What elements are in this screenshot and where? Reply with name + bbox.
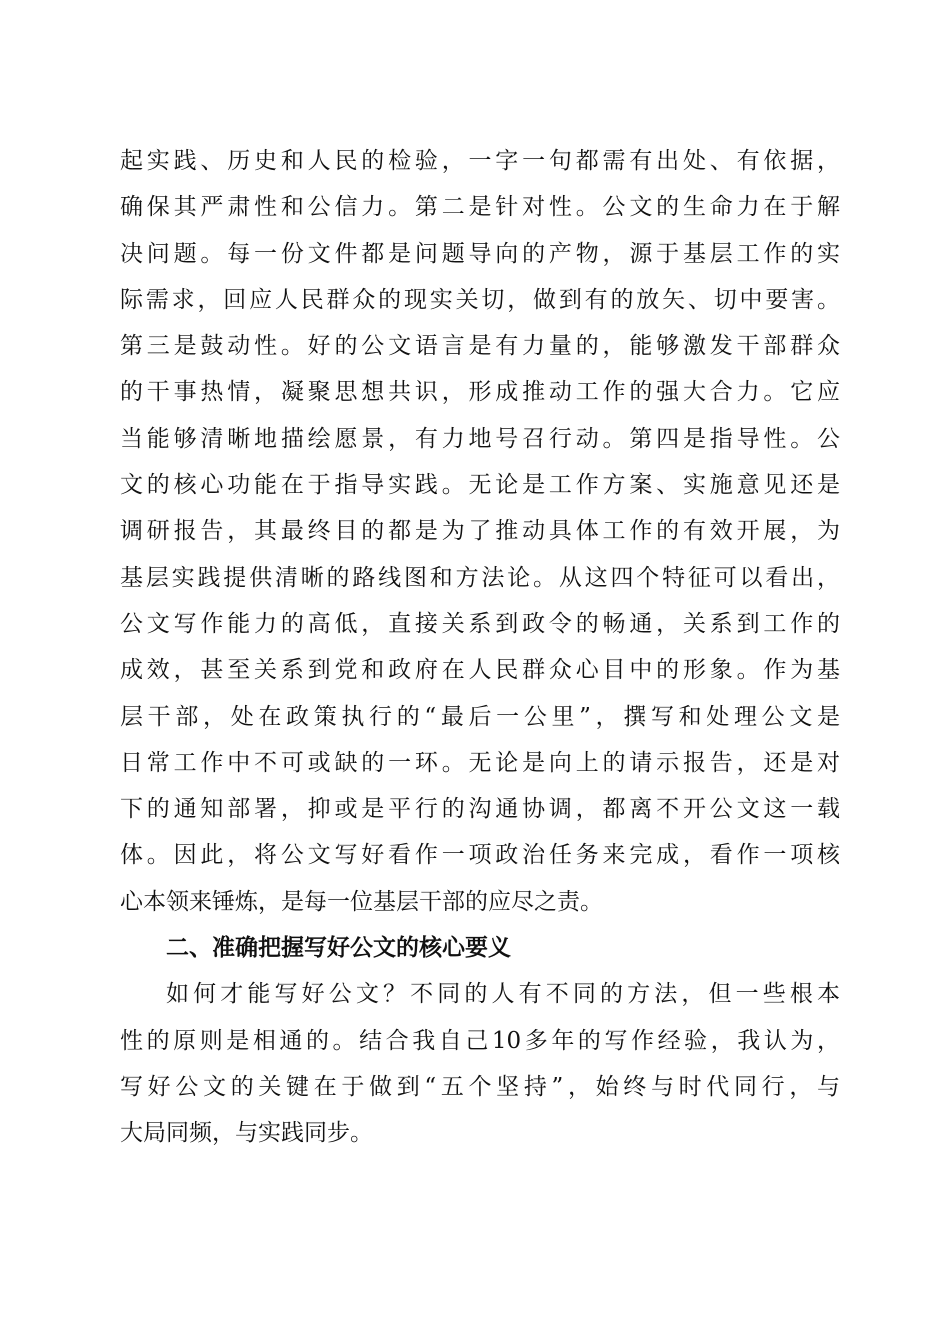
text-line: 性的原则是相通的。结合我自己10多年的写作经验，我认为，	[120, 1027, 840, 1054]
text-line: 大局同频，与实践同步。	[120, 1120, 373, 1147]
text-line: 如何才能写好公文？不同的人有不同的方法，但一些根本	[166, 981, 840, 1008]
document-body	[120, 138, 840, 1157]
text-line: 心本领来锤炼，是每一位基层干部的应尽之责。	[120, 888, 603, 915]
text-line: 当能够清晰地描绘愿景，有力地号召行动。第四是指导性。公	[120, 425, 840, 452]
paragraph-continuation	[120, 138, 840, 925]
text-line: 体。因此，将公文写好看作一项政治任务来完成，看作一项核	[120, 842, 840, 869]
paragraph	[120, 971, 840, 1156]
text-line: 成效，甚至关系到党和政府在人民群众心目中的形象。作为基	[120, 657, 840, 684]
text-line: 际需求，回应人民群众的现实关切，做到有的放矢、切中要害。	[120, 286, 840, 313]
text-line: 决问题。每一份文件都是问题导向的产物，源于基层工作的实	[120, 240, 840, 267]
text-line: 层干部，处在政策执行的“最后一公里”，撰写和处理公文是	[120, 703, 840, 730]
text-line: 调研报告，其最终目的都是为了推动具体工作的有效开展，为	[120, 518, 840, 545]
text-line: 起实践、历史和人民的检验，一字一句都需有出处、有依据，	[120, 148, 840, 174]
text-line: 基层实践提供清晰的路线图和方法论。从这四个特征可以看出，	[120, 564, 840, 591]
text-line: 确保其严肃性和公信力。第二是针对性。公文的生命力在于解	[120, 194, 840, 221]
text-line: 公文写作能力的高低，直接关系到政令的畅通，关系到工作的	[120, 610, 840, 637]
text-line: 写好公文的关键在于做到“五个坚持”，始终与时代同行，与	[120, 1073, 840, 1100]
text-line: 的干事热情，凝聚思想共识，形成推动工作的强大合力。它应	[120, 379, 840, 406]
section-heading: 二、准确把握写好公文的核心要义	[166, 935, 511, 962]
text-line: 下的通知部署，抑或是平行的沟通协调，都离不开公文这一载	[120, 796, 840, 823]
text-line: 日常工作中不可或缺的一环。无论是向上的请示报告，还是对	[120, 749, 840, 776]
text-line: 文的核心功能在于指导实践。无论是工作方案、实施意见还是	[120, 472, 840, 499]
text-line: 第三是鼓动性。好的公文语言是有力量的，能够激发干部群众	[120, 333, 840, 360]
